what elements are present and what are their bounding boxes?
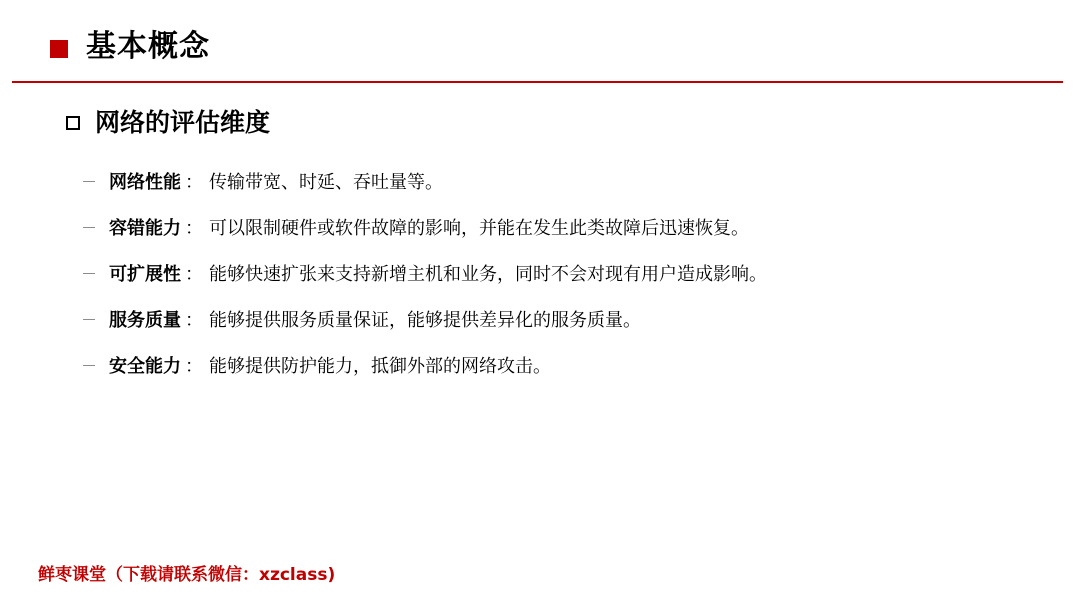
list-item-qos (80, 304, 767, 334)
list-item-security (80, 350, 767, 380)
item-separator: ： (185, 310, 203, 331)
title-divider (12, 81, 1063, 83)
item-term: 安全能力 (109, 356, 181, 377)
slide-title: 基本概念 (86, 29, 210, 64)
item-term: 服务质量 (109, 310, 181, 331)
section-bullet-hollow-square (66, 116, 80, 130)
footer-watermark: 鲜枣课堂（下载请联系微信：xzclass) (38, 565, 336, 585)
item-term: 可扩展性 (109, 264, 181, 285)
dash-bullet (83, 181, 95, 182)
item-separator: ： (185, 356, 203, 377)
item-description: 能够提供服务质量保证，能够提供差异化的服务质量。 (209, 310, 641, 331)
item-description: 传输带宽、时延、吞吐量等。 (209, 172, 443, 193)
dimension-list (80, 166, 767, 396)
title-bullet-square (50, 40, 68, 58)
item-separator: ： (185, 218, 203, 239)
item-description: 可以限制硬件或软件故障的影响，并能在发生此类故障后迅速恢复。 (209, 218, 749, 239)
list-item-scalability (80, 258, 767, 288)
list-item-fault-tolerance (80, 212, 767, 242)
dash-bullet (83, 319, 95, 320)
dash-bullet (83, 365, 95, 366)
item-separator: ： (185, 172, 203, 193)
item-term: 网络性能 (109, 172, 181, 193)
dash-bullet (83, 273, 95, 274)
list-item-performance (80, 166, 767, 196)
item-description: 能够提供防护能力，抵御外部的网络攻击。 (209, 356, 551, 377)
item-description: 能够快速扩张来支持新增主机和业务，同时不会对现有用户造成影响。 (209, 264, 767, 285)
dash-bullet (83, 227, 95, 228)
section-heading: 网络的评估维度 (95, 108, 271, 137)
item-term: 容错能力 (109, 218, 181, 239)
item-separator: ： (185, 264, 203, 285)
